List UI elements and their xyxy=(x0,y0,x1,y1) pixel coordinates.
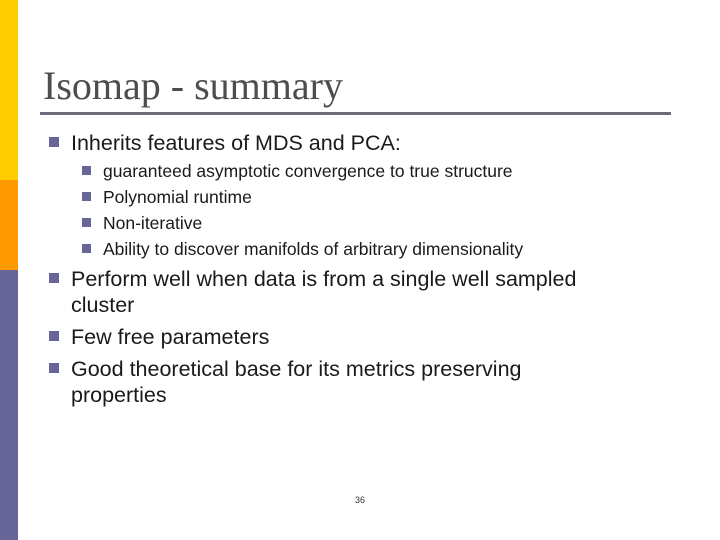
decorative-side-bar-yellow xyxy=(0,0,18,180)
bullet-2-line-1: Perform well when data is from a single well sampled xyxy=(71,267,577,291)
subbullet-square-icon xyxy=(82,166,91,175)
subbullet-2-text: Polynomial runtime xyxy=(103,187,252,207)
bullet-square-icon xyxy=(49,273,59,283)
subbullet-square-icon xyxy=(82,218,91,227)
decorative-side-bar-orange xyxy=(0,180,18,270)
subbullet-1-text: guaranteed asymptotic convergence to true structure xyxy=(103,161,513,181)
bullet-3-text: Few free parameters xyxy=(71,325,270,349)
subbullet-3-text: Non-iterative xyxy=(103,213,203,233)
decorative-side-bar-purple xyxy=(0,270,18,540)
bullet-square-icon xyxy=(49,137,59,147)
page-number: 36 xyxy=(354,495,365,505)
subbullet-square-icon xyxy=(82,244,91,253)
bullet-square-icon xyxy=(49,363,59,373)
bullet-4-line-1: Good theoretical base for its metrics preserving xyxy=(71,357,522,381)
bullet-1-text: Inherits features of MDS and PCA: xyxy=(71,131,401,155)
bullet-4-line-2: properties xyxy=(71,383,167,407)
subbullet-4-text: Ability to discover manifolds of arbitrary dimensionality xyxy=(103,239,524,259)
slide-title: Isomap - summary xyxy=(43,63,343,108)
bullet-2-line-2: cluster xyxy=(71,293,135,317)
bullet-square-icon xyxy=(49,331,59,341)
subbullet-square-icon xyxy=(82,192,91,201)
title-underline xyxy=(40,112,671,115)
